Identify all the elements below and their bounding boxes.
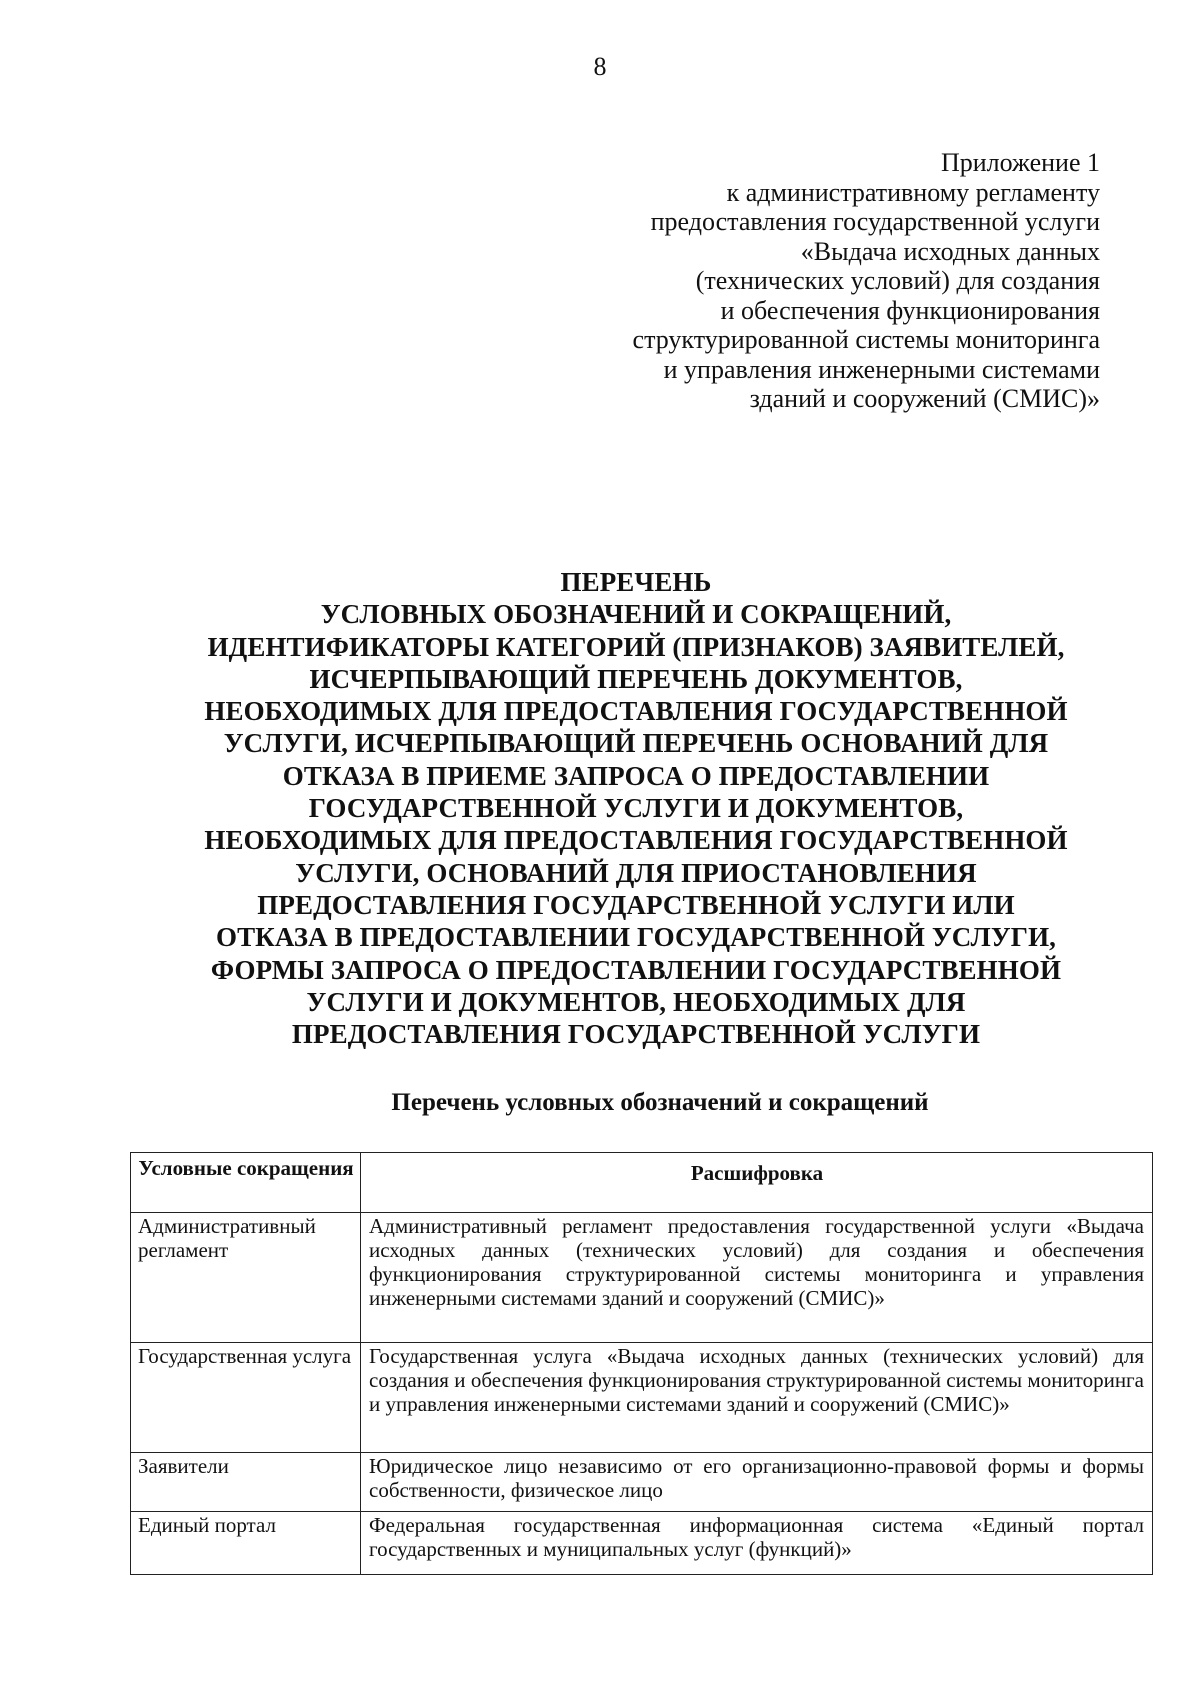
table-row [131, 1512, 1153, 1575]
abbreviation-cell: Единый портал [131, 1512, 361, 1575]
title-line: ПЕРЕЧЕНЬ [560, 567, 712, 597]
abbreviations-table [130, 1152, 1153, 1575]
title-line: ОТКАЗА В ПРИЕМЕ ЗАПРОСА О ПРЕДОСТАВЛЕНИИ [282, 760, 990, 791]
appendix-line: «Выдача исходных данных [800, 236, 1100, 266]
title-line: УСЛУГИ, ОСНОВАНИЙ ДЛЯ ПРИОСТАНОВЛЕНИЯ [295, 857, 977, 888]
header-abbreviations: Условные сокращения [131, 1153, 361, 1213]
decoding-cell: Государственная услуга «Выдача исходных данных (технических условий) для создания и обеспечения функционирования структурированной системы мониторинга и управления инженерными системами зданий и сооружений (СМИС)» [361, 1343, 1153, 1453]
table-row [131, 1213, 1153, 1343]
decoding-cell: Административный регламент предоставления государственной услуги «Выдача исходных данных (технических условий) для создания и обеспечения функционирования структурированной системы мониторинга и управления инженерными системами зданий и сооружений (СМИС)» [361, 1213, 1153, 1343]
abbreviation-cell: Административный регламент [131, 1213, 361, 1343]
title-line: ГОСУДАРСТВЕННОЙ УСЛУГИ И ДОКУМЕНТОВ, [308, 793, 964, 824]
table-header-row [131, 1153, 1153, 1213]
title-line: УСЛУГИ, ИСЧЕРПЫВАЮЩИЙ ПЕРЕЧЕНЬ ОСНОВАНИЙ ДЛЯ [223, 728, 1049, 759]
appendix-line: и обеспечения функционирования [720, 295, 1100, 325]
title-line: ПРЕДОСТАВЛЕНИЯ ГОСУДАРСТВЕННОЙ УСЛУГИ [291, 1019, 981, 1050]
title-line: УСЛОВНЫХ ОБОЗНАЧЕНИЙ И СОКРАЩЕНИЙ, [320, 599, 952, 630]
appendix-line: к административному регламенту [726, 177, 1100, 207]
title-line: ИДЕНТИФИКАТОРЫ КАТЕГОРИЙ (ПРИЗНАКОВ) ЗАЯВИТЕЛЕЙ, [207, 631, 1065, 662]
appendix-line: (технических условий) для создания [695, 266, 1100, 295]
decoding-cell: Юридическое лицо независимо от его организационно-правовой формы и формы собственности, физическое лицо [361, 1453, 1153, 1512]
appendix-line: Приложение 1 [940, 148, 1100, 177]
title-line: ПРЕДОСТАВЛЕНИЯ ГОСУДАРСТВЕННОЙ УСЛУГИ ИЛИ [257, 889, 1015, 920]
abbreviation-cell: Заявители [131, 1453, 361, 1512]
abbreviation-cell: Государственная услуга [131, 1343, 361, 1453]
title-line: ФОРМЫ ЗАПРОСА О ПРЕДОСТАВЛЕНИИ ГОСУДАРСТВЕННОЙ [210, 954, 1062, 985]
table-row [131, 1343, 1153, 1453]
title-line: УСЛУГИ И ДОКУМЕНТОВ, НЕОБХОДИМЫХ ДЛЯ [306, 986, 966, 1017]
title-line: НЕОБХОДИМЫХ ДЛЯ ПРЕДОСТАВЛЕНИЯ ГОСУДАРСТВЕННОЙ [204, 696, 1068, 727]
table-row [131, 1453, 1153, 1512]
appendix-line: структурированной системы мониторинга [632, 325, 1100, 354]
appendix-line: предоставления государственной услуги [650, 207, 1100, 236]
title-line: ОТКАЗА В ПРЕДОСТАВЛЕНИИ ГОСУДАРСТВЕННОЙ УСЛУГИ, [215, 922, 1057, 953]
decoding-cell: Федеральная государственная информационная система «Единый портал государственных и муниципальных услуг (функций)» [361, 1512, 1153, 1575]
appendix-block [540, 148, 1100, 414]
title-line: ИСЧЕРПЫВАЮЩИЙ ПЕРЕЧЕНЬ ДОКУМЕНТОВ, [309, 663, 963, 694]
document-title [170, 566, 1102, 1050]
header-decoding: Расшифровка [361, 1153, 1153, 1213]
title-line: НЕОБХОДИМЫХ ДЛЯ ПРЕДОСТАВЛЕНИЯ ГОСУДАРСТВЕННОЙ [204, 825, 1068, 856]
page-number: 8 [593, 52, 607, 81]
appendix-line: и управления инженерными системами [663, 354, 1100, 384]
section-title: Перечень условных обозначений и сокращений [391, 1089, 929, 1116]
appendix-line: зданий и сооружений (СМИС)» [749, 384, 1100, 413]
